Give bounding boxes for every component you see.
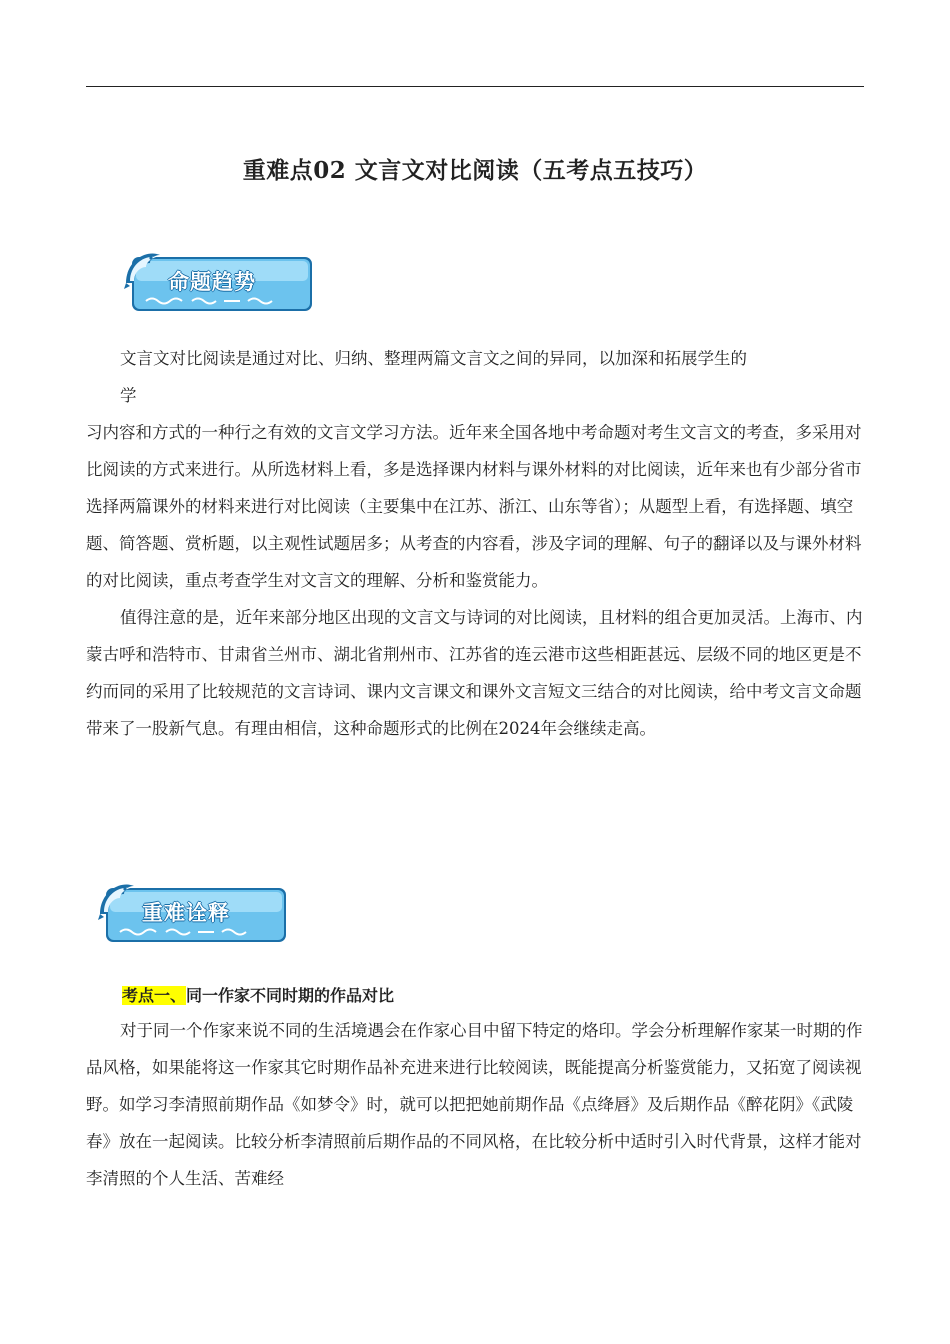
- trend-paragraph: 习内容和方式的一种行之有效的文言文学习方法。近年来全国各地中考命题对考生文言文的考查，多采用对比阅读的方式来进行。从所选材料上看，多是选择课内材料与课外材料的对比阅读，近年来也有少部分省市选择两篇课外的材料来进行对比阅读（主要集中在江苏、浙江、山东等省）；从题型上看，有选择题、填空题、简答题、赏析题，以主观性试题居多；从考查的内容看，涉及字词的理解、句子的翻译以及与课外材料的对比阅读，重点考查学生对文言文的理解、分析和鉴赏能力。: [86, 423, 862, 590]
- badge-label: 重难诠释: [142, 901, 230, 925]
- header-rule: [86, 86, 864, 87]
- document-title: 重难点02 文言文对比阅读（五考点五技巧）: [242, 157, 708, 184]
- section-badge-explanation: [98, 874, 282, 946]
- exam-point-number: 考点一、: [122, 986, 187, 1005]
- trend-paragraph-line: 学: [120, 386, 137, 405]
- section-badge-trend: [124, 243, 308, 315]
- explanation-body: [86, 1012, 864, 1197]
- trend-paragraph: 值得注意的是，近年来部分地区出现的文言文与诗词的对比阅读，且材料的组合更加灵活。上海市、内蒙古呼和浩特市、甘肃省兰州市、湖北省荆州市、江苏省的连云港市这些相距甚远、层级不同的地区更是不约而同的采用了比较规范的文言诗词、课内文言课文和课外文言短文三结合的对比阅读，给中考文言文命题带来了一股新气息。有理由相信，这种命题形式的比例在2024年会继续走高。: [86, 608, 863, 738]
- exam-point-title: 同一作家不同时期的作品对比: [186, 986, 395, 1005]
- exam-point-heading: [122, 983, 394, 1006]
- badge-label: 命题趋势: [168, 270, 256, 294]
- trend-body: [86, 340, 864, 747]
- trend-paragraph-line: 文言文对比阅读是通过对比、归纳、整理两篇文言文之间的异同，以加深和拓展学生的: [120, 349, 747, 368]
- explanation-paragraph: 对于同一个作家来说不同的生活境遇会在作家心目中留下特定的烙印。学会分析理解作家某一时期的作品风格，如果能将这一作家其它时期作品补充进来进行比较阅读，既能提高分析鉴赏能力，又拓宽了阅读视野。如学习李清照前期作品《如梦令》时，就可以把把她前期作品《点绛唇》及后期作品《醉花阴》《武陵春》放在一起阅读。比较分析李清照前后期作品的不同风格，在比较分析中适时引入时代背景，这样才能对李清照的个人生活、苦难经: [86, 1021, 863, 1188]
